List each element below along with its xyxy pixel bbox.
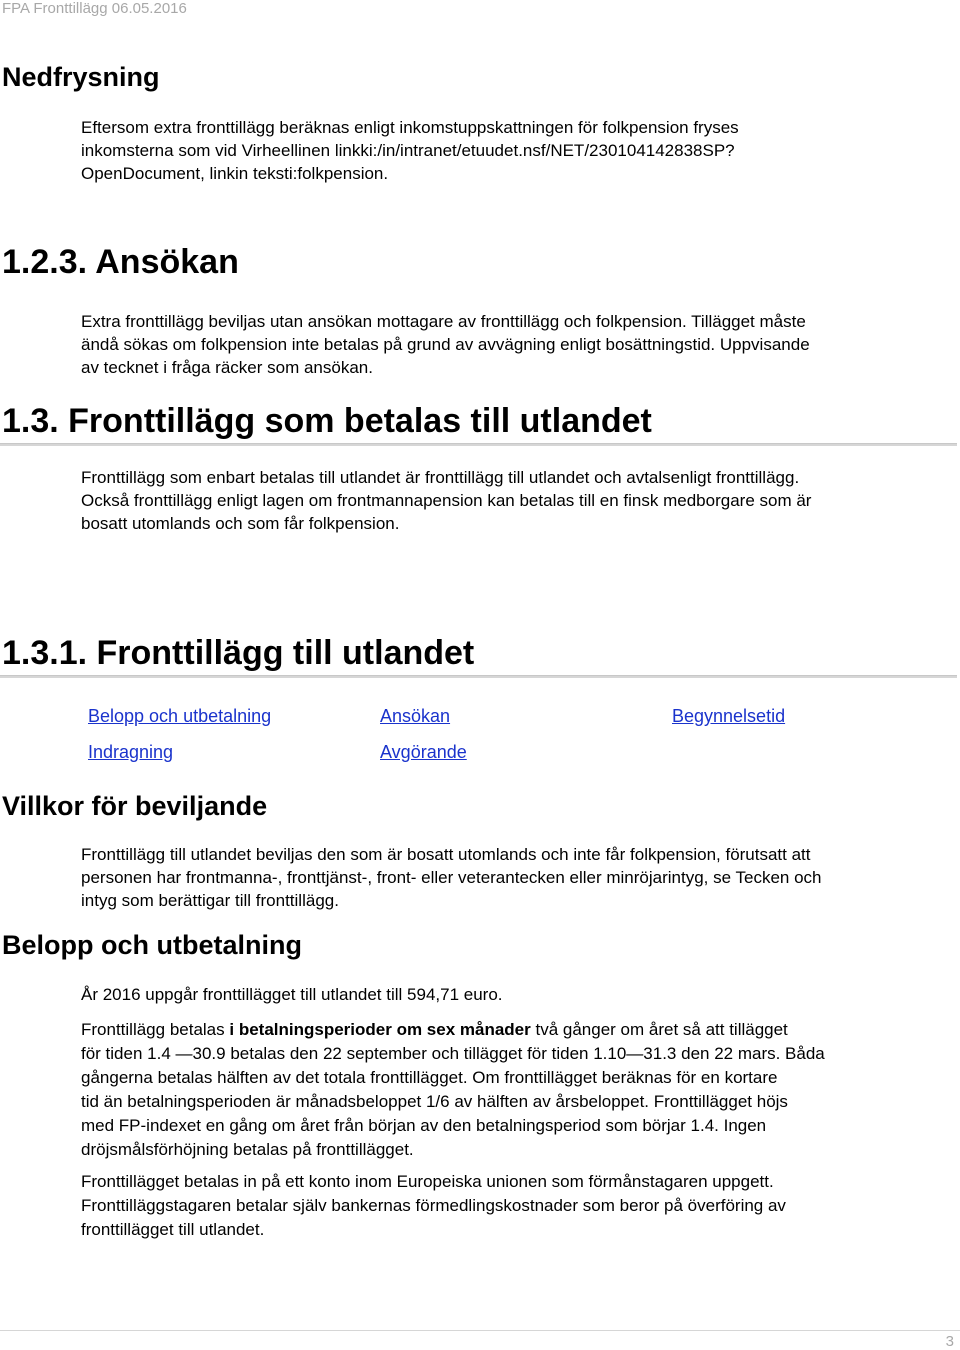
heading-nedfrysning: Nedfrysning <box>2 62 160 92</box>
link-belopp-och-utbetalning[interactable]: Belopp och utbetalning <box>88 706 272 726</box>
text-line: År 2016 uppgår fronttillägget till utlandet till 594,71 euro. <box>81 985 503 1004</box>
divider <box>0 675 957 678</box>
heading-ansokan: 1.2.3. Ansökan <box>2 243 239 281</box>
heading-utlandet: 1.3. Fronttillägg som betalas till utlandet <box>2 402 652 440</box>
heading-belopp: Belopp och utbetalning <box>2 930 302 960</box>
text-line: intyg som berättigar till fronttillägg. <box>81 891 339 910</box>
belopp-p1 <box>81 983 503 1007</box>
text-line: gångerna betalas hälften av det totala fronttillägget. Om fronttillägget beräknas för en kortare <box>81 1068 778 1087</box>
ansokan-body <box>81 310 810 379</box>
text-line: dröjsmålsförhöjning betalas på fronttillägget. <box>81 1140 414 1159</box>
link-indragning[interactable]: Indragning <box>88 742 174 762</box>
text-line: Fronttillägget betalas in på ett konto inom Europeiska unionen som förmånstagaren uppgett. <box>81 1172 774 1191</box>
page-number: 3 <box>945 1333 954 1350</box>
running-header: FPA Fronttillägg 06.05.2016 <box>2 0 187 17</box>
text-line: ändå sökas om folkpension inte betalas på grund av avvägning enligt bosättningstid. Uppvisande <box>81 335 810 354</box>
text-line: tid än betalningsperioden är månadsbeloppet 1/6 av hälften av årsbeloppet. Fronttillägget höjs <box>81 1092 788 1111</box>
text-line: fronttillägget till utlandet. <box>81 1220 265 1239</box>
text-line: Extra fronttillägg beviljas utan ansökan mottagare av fronttillägg och folkpension. Tillägget måste <box>81 312 806 331</box>
text-line: av tecknet i fråga räcker som ansökan. <box>81 358 373 377</box>
link-begynnelsetid[interactable]: Begynnelsetid <box>672 706 786 726</box>
text-run: två gånger om året så att tillägget <box>530 1020 788 1039</box>
text-line: Fronttilläggstagaren betalar själv bankernas förmedlingskostnader som beror på överföring av <box>81 1196 786 1215</box>
text-line: Fronttillägg som enbart betalas till utlandet är fronttillägg till utlandet och avtalsenligt fronttillägg. <box>81 468 800 487</box>
link-avgorande[interactable]: Avgörande <box>380 742 467 762</box>
heading-villkor: Villkor för beviljande <box>2 791 268 821</box>
text-line: Eftersom extra fronttillägg beräknas enligt inkomstuppskattningen för folkpension fryses <box>81 118 739 137</box>
text-line: för tiden 1.4 ―30.9 betalas den 22 september och tillägget för tiden 1.10―31.3 den 22 mars. Båda <box>81 1044 825 1063</box>
text-line: bosatt utomlands och som får folkpension. <box>81 514 400 533</box>
text-line <box>81 1018 825 1042</box>
text-line: Fronttillägg till utlandet beviljas den som är bosatt utomlands och inte får folkpension, förutsatt att <box>81 845 811 864</box>
utlandet-body <box>81 466 811 535</box>
text-line: Också fronttillägg enligt lagen om frontmannapension kan betalas till en finsk medborgare som är <box>81 491 812 510</box>
nedfrysning-body <box>81 116 739 185</box>
belopp-p3 <box>81 1170 786 1242</box>
footer-divider <box>0 1330 960 1331</box>
link-ansokan[interactable]: Ansökan <box>380 706 451 726</box>
text-line: inkomsterna som vid Virheellinen linkki:/in/intranet/etuudet.nsf/NET/230104142838SP? <box>81 141 735 160</box>
villkor-body <box>81 843 822 912</box>
text-run: Fronttillägg betalas <box>81 1020 230 1039</box>
text-line: personen har frontmanna-, fronttjänst-, front- eller veterantecken eller minröjarintyg, se Tecken och <box>81 868 822 887</box>
text-line: OpenDocument, linkin teksti:folkpension. <box>81 164 389 183</box>
heading-till-utlandet: 1.3.1. Fronttillägg till utlandet <box>2 634 475 672</box>
divider <box>0 443 957 446</box>
text-line: med FP-indexet en gång om året från början av den betalningsperiod som börjar 1.4. Ingen <box>81 1116 767 1135</box>
emphasis-text: i betalningsperioder om sex månader <box>229 1020 531 1039</box>
belopp-p2 <box>81 1018 825 1162</box>
